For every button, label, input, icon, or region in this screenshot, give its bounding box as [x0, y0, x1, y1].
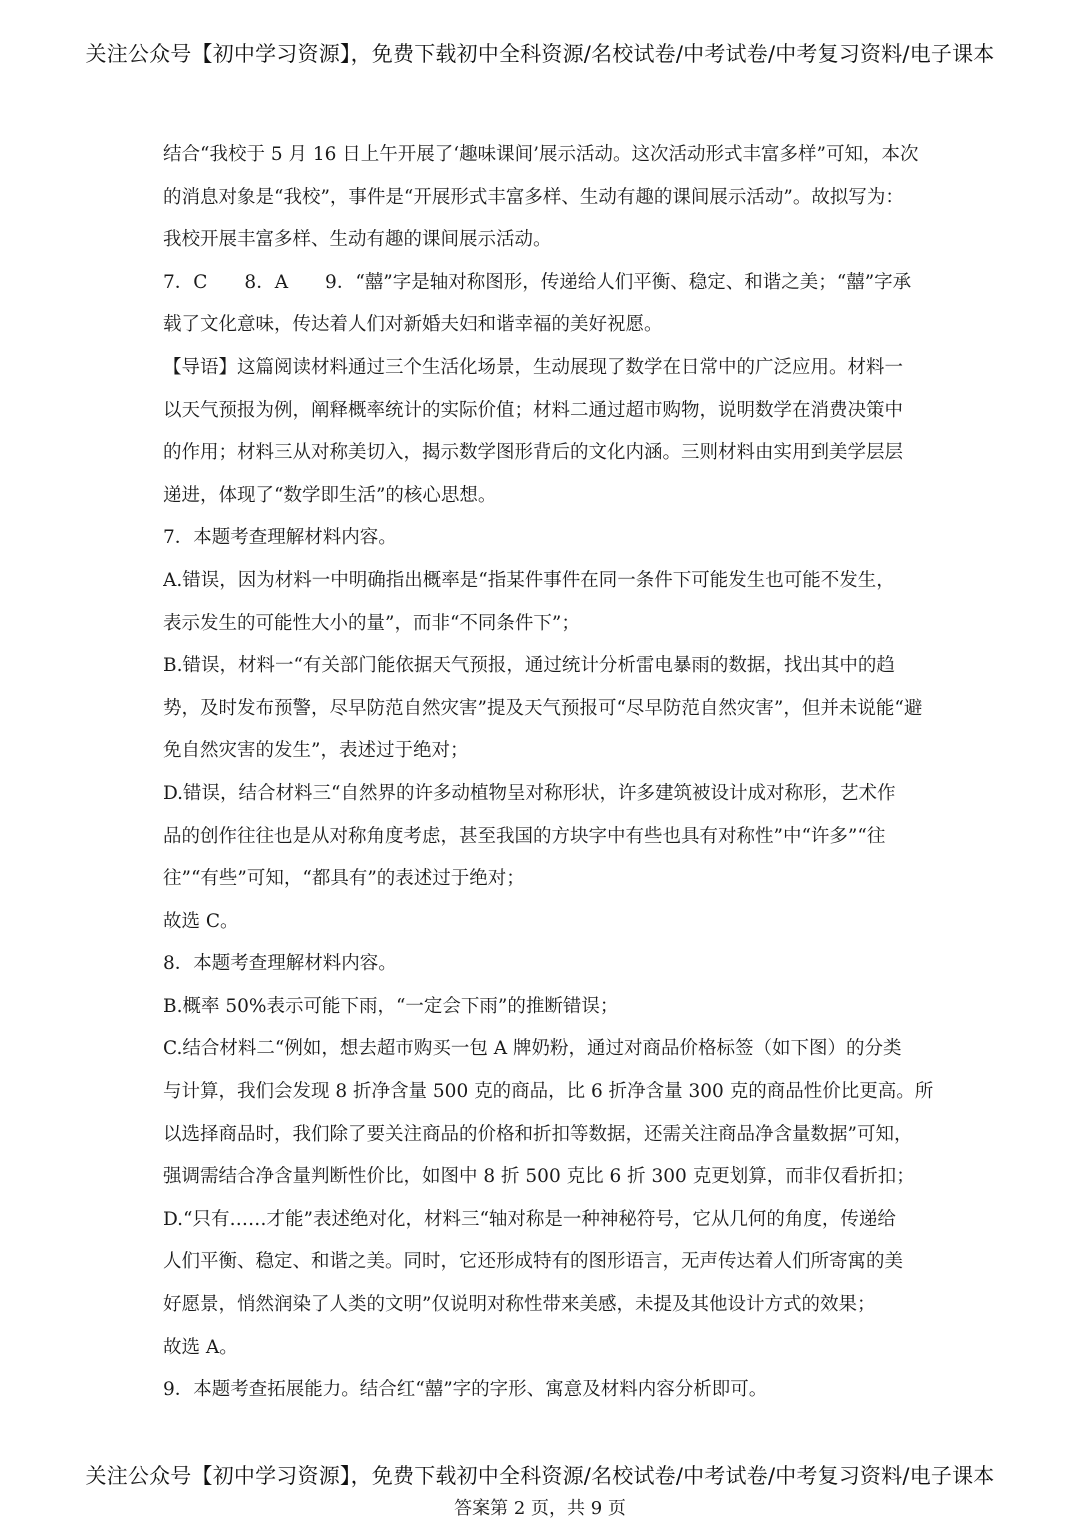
text-line: 以选择商品时，我们除了要关注商品的价格和折扣等数据，还需关注商品净含量数据”可知， [163, 1123, 913, 1145]
text-line: 我校开展丰富多样、生动有趣的课间展示活动。 [163, 229, 552, 251]
text-line: 结合“我校于 5 月 16 日上午开展了‘趣味课间’展示活动。这次活动形式丰富多样”可知，本次 [163, 144, 919, 165]
text-line: 势，及时发布预警，尽早防范自然灾害”提及天气预报可“尽早防范自然灾害”，但并未说能“避 [163, 697, 923, 719]
text-line: 7．本题考查理解材料内容。 [163, 527, 397, 549]
text-line: 递进，体现了“数学即生活”的核心思想。 [163, 484, 497, 506]
text-line: 往”“有些”可知，“都具有”的表述过于绝对； [163, 868, 525, 890]
text-line: 与计算，我们会发现 8 折净含量 500 克的商品，比 6 折净含量 300 克的商品性价比更高。所 [163, 1081, 933, 1103]
text-line: 好愿景，悄然润染了人类的文明”仅说明对称性带来美感，未提及其他设计方式的效果； [163, 1294, 876, 1316]
text-line: 7．C 8．A 9．“囍”字是轴对称图形，传递给人们平衡、稳定、和谐之美；“囍”字承 [163, 271, 912, 293]
text-line: D.“只有……才能”表述绝对化，材料三“轴对称是一种神秘符号，它从几何的角度，传递给 [163, 1208, 896, 1230]
text-line: 的消息对象是“我校”，事件是“开展形式丰富多样、生动有趣的课间展示活动”。故拟写为： [163, 186, 904, 208]
text-line: 表示发生的可能性大小的量”，而非“不同条件下”； [163, 612, 580, 634]
text-line: B.概率 50%表示可能下雨，“一定会下雨”的推断错误； [163, 995, 619, 1017]
text-line: 免自然灾害的发生”，表述过于绝对； [163, 740, 469, 762]
text-line: 人们平衡、稳定、和谐之美。同时，它还形成特有的图形语言，无声传达着人们所寄寓的美 [163, 1251, 904, 1273]
answer-content [163, 134, 933, 1412]
text-line: 以天气预报为例，阐释概率统计的实际价值；材料二通过超市购物，说明数学在消费决策中 [163, 399, 904, 421]
text-line: 故选 C。 [163, 910, 239, 932]
text-line: 品的创作往往也是从对称角度考虑，甚至我国的方块字中有些也具有对称性”中“许多”“往 [163, 825, 886, 847]
text-line: 9．本题考查拓展能力。结合红“囍”字的字形、寓意及材料内容分析即可。 [163, 1379, 768, 1401]
text-line: 的作用；材料三从对称美切入，揭示数学图形背后的文化内涵。三则材料由实用到美学层层 [163, 442, 904, 464]
header-banner: 关注公众号【初中学习资源】，免费下载初中全科资源/名校试卷/中考试卷/中考复习资料/电子课本 [85, 42, 995, 66]
text-line: 8．本题考查理解材料内容。 [163, 953, 397, 975]
text-line: D.错误，结合材料三“自然界的许多动植物呈对称形状，许多建筑被设计成对称形，艺术作 [163, 782, 896, 804]
text-line: B.错误，材料一“有关部门能依据天气预报，通过统计分析雷电暴雨的数据，找出其中的趋 [163, 655, 895, 677]
page-number: 答案第 2 页，共 9 页 [454, 1498, 626, 1519]
text-line: 故选 A。 [163, 1336, 238, 1358]
footer-banner: 关注公众号【初中学习资源】，免费下载初中全科资源/名校试卷/中考试卷/中考复习资料/电子课本 [85, 1464, 995, 1488]
text-line: C.结合材料二“例如，想去超市购买一包 A 牌奶粉，通过对商品价格标签（如下图）的分类 [163, 1038, 902, 1060]
text-line: 【导语】这篇阅读材料通过三个生活化场景，生动展现了数学在日常中的广泛应用。材料一 [163, 356, 904, 378]
text-line: 强调需结合净含量判断性价比，如图中 8 折 500 克比 6 折 300 克更划算，而非仅看折扣； [163, 1166, 915, 1188]
text-line: A.错误，因为材料一中明确指出概率是“指某件事件在同一条件下可能发生也可能不发生， [163, 569, 895, 591]
text-line: 载了文化意味，传达着人们对新婚夫妇和谐幸福的美好祝愿。 [163, 314, 663, 336]
